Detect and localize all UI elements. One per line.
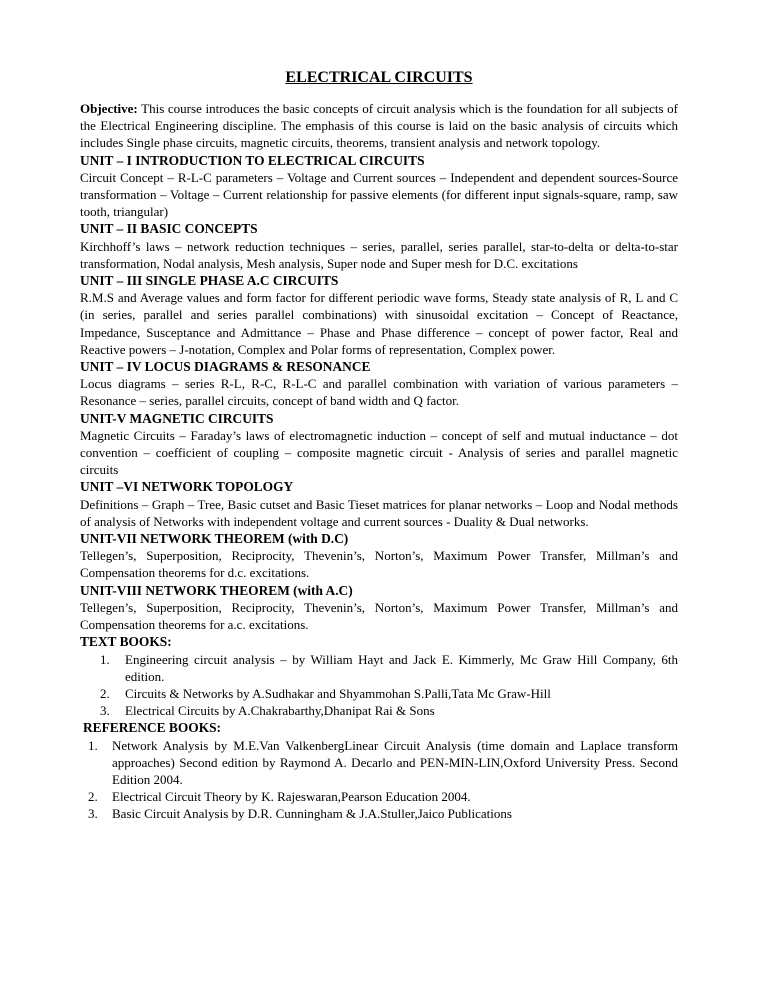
unit-1-body: Circuit Concept – R-L-C parameters – Voltage and Current sources – Independent and dependent sources-Source transformation – Voltage – Current relationship for passive elements (for different input signals-square, ramp, saw tooth, triangular) xyxy=(80,169,678,220)
list-item-number: 3. xyxy=(100,703,110,719)
list-item-text: Network Analysis by M.E.Van ValkenbergLinear Circuit Analysis (time domain and Laplace transform approaches) Second edition by Raymond A. Decarlo and PEN-MIN-LIN,Oxford University Press. Second Edition 2004. xyxy=(112,737,678,787)
unit-5-body: Magnetic Circuits – Faraday’s laws of electromagnetic induction – concept of self and mutual inductance – dot convention – coefficient of coupling – composite magnetic circuit - Analysis of series and parallel magnetic circuits xyxy=(80,427,678,478)
list-item-number: 2. xyxy=(100,685,110,701)
list-item-text: Electrical Circuits by A.Chakrabarthy,Dhanipat Rai & Sons xyxy=(125,703,435,719)
syllabus-page xyxy=(80,68,678,823)
unit-2-heading: UNIT – II BASIC CONCEPTS xyxy=(80,221,258,237)
unit-3-body: R.M.S and Average values and form factor for different periodic wave forms, Steady state analysis of R, L and C (in series, parallel and series parallel combinations) with sinusoidal excitation – Concept of Reactance, Impedance, Susceptance and Admittance – Phase and Phase difference – concept of power factor, Real and Reactive powers – J-notation, Complex and Polar forms of representation, Complex power. xyxy=(80,290,678,357)
list-item xyxy=(80,702,678,719)
list-item xyxy=(80,651,678,685)
text-books-heading: TEXT BOOKS: xyxy=(80,634,172,650)
list-item-number: 1. xyxy=(100,651,110,667)
reference-books-heading: REFERENCE BOOKS: xyxy=(83,720,222,736)
unit-6-heading: UNIT –VI NETWORK TOPOLOGY xyxy=(80,479,294,495)
unit-1-heading: UNIT – I INTRODUCTION TO ELECTRICAL CIRCUITS xyxy=(80,152,425,168)
list-item xyxy=(80,788,678,805)
objective-paragraph xyxy=(80,100,678,152)
unit-7-body: Tellegen’s, Superposition, Reciprocity, Thevenin’s, Norton’s, Maximum Power Transfer, Millman’s and Compensation theorems for d.c. excitations. xyxy=(80,548,678,581)
list-item-text: Engineering circuit analysis – by William Hayt and Jack E. Kimmerly, Mc Graw Hill Company, 6th edition. xyxy=(125,651,678,684)
objective-label: Objective: xyxy=(80,101,138,116)
list-item xyxy=(80,685,678,702)
list-item-number: 2. xyxy=(88,789,98,805)
list-item-text: Circuits & Networks by A.Sudhakar and Shyammohan S.Palli,Tata Mc Graw-Hill xyxy=(125,685,551,701)
reference-books-list xyxy=(80,737,678,823)
list-item-text: Basic Circuit Analysis by D.R. Cunningham & J.A.Stuller,Jaico Publications xyxy=(112,806,512,822)
list-item xyxy=(80,737,678,789)
unit-8-heading: UNIT-VIII NETWORK THEOREM (with A.C) xyxy=(80,582,353,598)
objective-text: This course introduces the basic concepts of circuit analysis which is the foundation for all subjects of the Electrical Engineering discipline. The emphasis of this course is laid on the basic analysis of circuits which includes Single phase circuits, magnetic circuits, theorems, transient analysis and network topology. xyxy=(80,101,678,151)
unit-2-body: Kirchhoff’s laws – network reduction techniques – series, parallel, series parallel, star-to-delta or delta-to-star transformation, Nodal analysis, Mesh analysis, Super node and Super mesh for D.C. excitations xyxy=(80,238,678,271)
unit-7-heading: UNIT-VII NETWORK THEOREM (with D.C) xyxy=(80,531,349,547)
text-books-list xyxy=(80,651,678,720)
unit-5-heading: UNIT-V MAGNETIC CIRCUITS xyxy=(80,410,274,426)
list-item xyxy=(80,805,678,822)
list-item-number: 1. xyxy=(88,737,98,753)
unit-3-heading: UNIT – III SINGLE PHASE A.C CIRCUITS xyxy=(80,273,339,289)
list-item-number: 3. xyxy=(88,806,98,822)
list-item-text: Electrical Circuit Theory by K. Rajeswaran,Pearson Education 2004. xyxy=(112,789,471,805)
unit-8-body: Tellegen’s, Superposition, Reciprocity, Thevenin’s, Norton’s, Maximum Power Transfer, Millman’s and Compensation theorems for a.c. excitations. xyxy=(80,599,678,633)
unit-6-body: Definitions – Graph – Tree, Basic cutset and Basic Tieset matrices for planar networks – Loop and Nodal methods of analysis of Networks with independent voltage and current sources - Duality & Dual networks. xyxy=(80,496,678,529)
unit-4-body: Locus diagrams – series R-L, R-C, R-L-C and parallel combination with variation of various parameters – Resonance – series, parallel circuits, concept of band width and Q factor. xyxy=(80,376,678,409)
unit-4-heading: UNIT – IV LOCUS DIAGRAMS & RESONANCE xyxy=(80,359,371,375)
page-title: ELECTRICAL CIRCUITS xyxy=(285,69,473,86)
